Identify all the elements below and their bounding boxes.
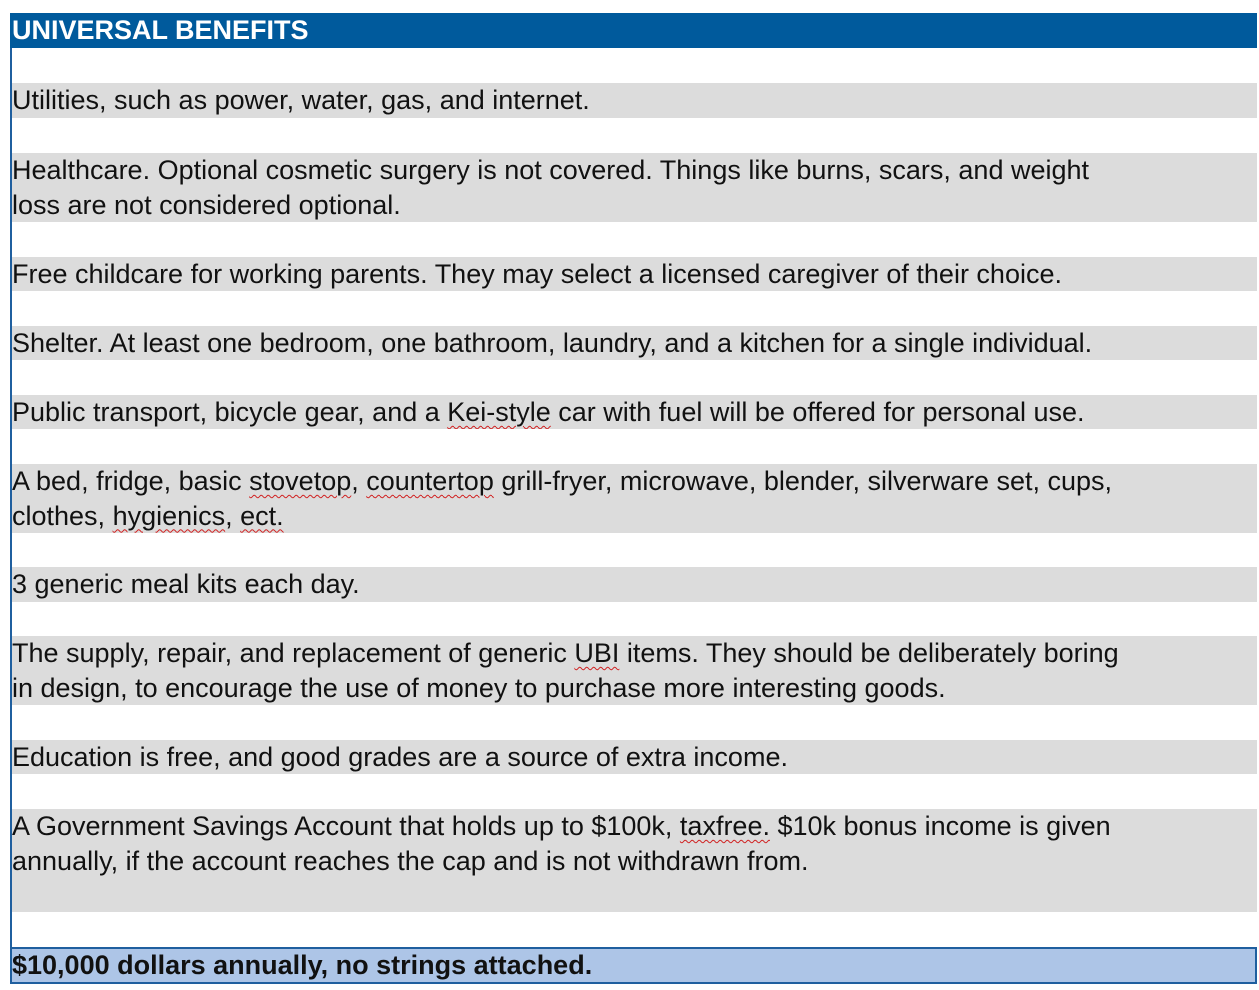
spellcheck-word[interactable]: hygienics	[112, 500, 226, 531]
item-text: A Government Savings Account that holds up to $100k,	[12, 811, 680, 841]
item-text: loss are not considered optional.	[12, 189, 401, 220]
list-item	[12, 153, 1257, 222]
spacer-row	[12, 291, 1257, 326]
spellcheck-word[interactable]: stovetop	[249, 466, 352, 496]
item-text: The supply, repair, and replacement of generic	[12, 638, 575, 668]
spacer-row	[12, 118, 1257, 153]
footer-text: $10,000 dollars annually, no strings attached.	[12, 950, 593, 980]
item-text: ,	[351, 466, 367, 496]
list-item	[12, 809, 1257, 912]
item-text: Free childcare for working parents. They may select a licensed caregiver of their choice.	[12, 259, 1062, 289]
summary-footer	[10, 947, 1257, 984]
spellcheck-word[interactable]: countertop	[366, 466, 494, 496]
item-text: 3 generic meal kits each day.	[12, 569, 360, 599]
spacer-row	[12, 912, 1257, 947]
item-text: car with fuel will be offered for personal use.	[550, 397, 1085, 427]
spacer-row	[12, 48, 1257, 83]
item-text: A bed, fridge, basic	[12, 466, 250, 496]
list-item	[12, 326, 1257, 360]
spellcheck-word[interactable]: Kei-style	[447, 397, 551, 427]
spellcheck-word[interactable]: UBI	[574, 638, 620, 668]
spacer-row	[12, 222, 1257, 257]
item-text: Education is free, and good grades are a source of extra income.	[12, 742, 788, 772]
item-text: annually, if the account reaches the cap and is not withdrawn from.	[12, 845, 809, 876]
list-item	[12, 395, 1257, 429]
item-text: clothes,	[12, 500, 113, 531]
header-title: UNIVERSAL BENEFITS	[12, 15, 309, 45]
list-item	[12, 567, 1257, 602]
spacer-row	[12, 429, 1257, 464]
item-text: grill-fryer, microwave, blender, silverware set, cups,	[493, 466, 1113, 496]
item-text: items. They should be deliberately boring	[619, 638, 1119, 668]
list-item	[12, 740, 1257, 774]
list-item	[12, 464, 1257, 533]
spellcheck-word[interactable]: taxfree.	[679, 811, 770, 841]
benefits-table	[10, 13, 1257, 984]
item-text: in design, to encourage the use of money to purchase more interesting goods.	[12, 672, 946, 703]
spacer-row	[12, 774, 1257, 809]
item-text: ,	[225, 500, 241, 531]
item-text: Healthcare. Optional cosmetic surgery is not covered. Things like burns, scars, and weight	[12, 155, 1090, 185]
spacer-row	[12, 705, 1257, 740]
item-text: Shelter. At least one bedroom, one bathroom, laundry, and a kitchen for a single individual.	[12, 328, 1093, 358]
spellcheck-word[interactable]: ect.	[240, 500, 284, 531]
list-item	[12, 83, 1257, 118]
list-item	[12, 257, 1257, 291]
spacer-row	[12, 602, 1257, 636]
spacer-row	[12, 360, 1257, 395]
item-text: $10k bonus income is given	[769, 811, 1111, 841]
list-item	[12, 636, 1257, 705]
item-text: Public transport, bicycle gear, and a	[12, 397, 448, 427]
item-text: Utilities, such as power, water, gas, and internet.	[12, 85, 590, 115]
table-header	[10, 13, 1257, 48]
spacer-row	[12, 533, 1257, 567]
